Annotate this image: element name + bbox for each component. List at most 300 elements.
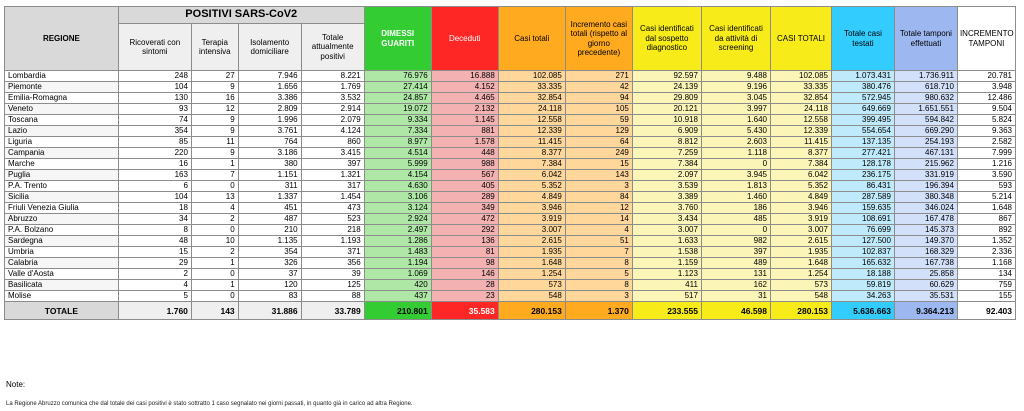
- data-cell: 10: [191, 236, 238, 247]
- data-cell: 3.386: [238, 93, 301, 104]
- region-name-cell: Abruzzo: [5, 214, 119, 225]
- data-cell: 2.336: [957, 247, 1015, 258]
- data-cell: 12.486: [957, 93, 1015, 104]
- data-cell: 1.145: [431, 115, 498, 126]
- data-cell: 24.139: [632, 82, 701, 93]
- data-cell: 982: [701, 236, 770, 247]
- data-cell: 42: [565, 82, 632, 93]
- data-cell: 4.152: [431, 82, 498, 93]
- region-name-cell: Valle d'Aosta: [5, 269, 119, 280]
- data-cell: 1.648: [957, 203, 1015, 214]
- data-cell: 3: [565, 181, 632, 192]
- col-header-dimessi-guariti: DIMESSI GUARITI: [364, 7, 431, 71]
- data-cell: 9.363: [957, 126, 1015, 137]
- data-cell: 94: [565, 93, 632, 104]
- totals-cell: 9.364.213: [894, 302, 957, 320]
- data-cell: 380: [238, 159, 301, 170]
- totals-row: [5, 302, 1016, 320]
- data-cell: 24.118: [498, 104, 565, 115]
- data-cell: 18.188: [831, 269, 894, 280]
- data-cell: 127.500: [831, 236, 894, 247]
- data-cell: 2.615: [771, 236, 832, 247]
- data-cell: 74: [118, 115, 191, 126]
- data-cell: 9.196: [701, 82, 770, 93]
- data-cell: 14: [565, 214, 632, 225]
- data-cell: 397: [301, 159, 364, 170]
- data-cell: 618.710: [894, 82, 957, 93]
- data-cell: 125: [301, 280, 364, 291]
- data-cell: 12.558: [498, 115, 565, 126]
- data-cell: 4.849: [771, 192, 832, 203]
- group-header-positivi: POSITIVI SARS-CoV2: [118, 7, 364, 24]
- data-cell: 16.888: [431, 71, 498, 82]
- data-cell: 8.377: [771, 148, 832, 159]
- data-cell: 371: [301, 247, 364, 258]
- data-cell: 764: [238, 137, 301, 148]
- data-cell: 3.389: [632, 192, 701, 203]
- data-cell: 451: [238, 203, 301, 214]
- data-cell: 311: [238, 181, 301, 192]
- data-cell: 29.809: [632, 93, 701, 104]
- data-cell: 105: [565, 104, 632, 115]
- data-cell: 1.135: [238, 236, 301, 247]
- data-cell: 1.736.911: [894, 71, 957, 82]
- data-cell: 20.781: [957, 71, 1015, 82]
- data-cell: 3.106: [364, 192, 431, 203]
- data-cell: 167.738: [894, 258, 957, 269]
- data-cell: 4: [118, 280, 191, 291]
- data-cell: 37: [238, 269, 301, 280]
- table-row: [5, 291, 1016, 302]
- data-cell: 3.007: [632, 225, 701, 236]
- data-cell: 669.290: [894, 126, 957, 137]
- data-cell: 85: [118, 137, 191, 148]
- region-name-cell: Emilia-Romagna: [5, 93, 119, 104]
- data-cell: 15: [118, 247, 191, 258]
- totals-cell: 280.153: [771, 302, 832, 320]
- region-name-cell: Liguria: [5, 137, 119, 148]
- region-name-cell: Lombardia: [5, 71, 119, 82]
- data-cell: 1.769: [301, 82, 364, 93]
- region-name-cell: Sardegna: [5, 236, 119, 247]
- data-cell: 51: [565, 236, 632, 247]
- data-cell: 489: [701, 258, 770, 269]
- data-cell: 162: [701, 280, 770, 291]
- data-cell: 5: [565, 269, 632, 280]
- data-cell: 9: [191, 115, 238, 126]
- data-cell: 3: [565, 291, 632, 302]
- region-name-cell: Molise: [5, 291, 119, 302]
- data-cell: 33.335: [498, 82, 565, 93]
- data-cell: 131: [701, 269, 770, 280]
- data-cell: 8.812: [632, 137, 701, 148]
- data-cell: 2.582: [957, 137, 1015, 148]
- totals-cell: 5.636.663: [831, 302, 894, 320]
- data-cell: 3.945: [701, 170, 770, 181]
- totals-cell: 46.598: [701, 302, 770, 320]
- data-cell: 354: [118, 126, 191, 137]
- data-cell: 12.558: [771, 115, 832, 126]
- data-cell: 3.124: [364, 203, 431, 214]
- table-row: [5, 247, 1016, 258]
- data-cell: 437: [364, 291, 431, 302]
- data-cell: 292: [431, 225, 498, 236]
- data-cell: 1.996: [238, 115, 301, 126]
- data-cell: 472: [431, 214, 498, 225]
- data-cell: 168.329: [894, 247, 957, 258]
- data-cell: 19.072: [364, 104, 431, 115]
- totals-cell: 1.760: [118, 302, 191, 320]
- data-cell: 573: [498, 280, 565, 291]
- col-header-isolamento: Isolamento domiciliare: [238, 24, 301, 71]
- data-cell: 102.837: [831, 247, 894, 258]
- data-cell: 1.168: [957, 258, 1015, 269]
- data-cell: 2: [118, 269, 191, 280]
- data-cell: 289: [431, 192, 498, 203]
- totals-cell: 33.789: [301, 302, 364, 320]
- data-cell: 3.946: [498, 203, 565, 214]
- totals-cell: 31.886: [238, 302, 301, 320]
- table-row: [5, 104, 1016, 115]
- data-cell: 143: [565, 170, 632, 181]
- data-cell: 76.976: [364, 71, 431, 82]
- data-cell: 128.178: [831, 159, 894, 170]
- data-cell: 4: [565, 225, 632, 236]
- data-cell: 8.977: [364, 137, 431, 148]
- data-cell: 120: [238, 280, 301, 291]
- data-cell: 27.414: [364, 82, 431, 93]
- data-cell: 129: [565, 126, 632, 137]
- data-cell: 7.334: [364, 126, 431, 137]
- data-cell: 3.415: [301, 148, 364, 159]
- data-cell: 3.760: [632, 203, 701, 214]
- data-cell: 594.842: [894, 115, 957, 126]
- data-cell: 167.478: [894, 214, 957, 225]
- data-cell: 2.914: [301, 104, 364, 115]
- table-row: [5, 137, 1016, 148]
- data-cell: 7: [191, 170, 238, 181]
- data-cell: 165.632: [831, 258, 894, 269]
- data-cell: 3.532: [301, 93, 364, 104]
- data-cell: 130: [118, 93, 191, 104]
- data-cell: 92.597: [632, 71, 701, 82]
- data-cell: 7.384: [498, 159, 565, 170]
- data-cell: 7.384: [632, 159, 701, 170]
- data-cell: 4.630: [364, 181, 431, 192]
- data-cell: 380.348: [894, 192, 957, 203]
- data-cell: 12.339: [498, 126, 565, 137]
- data-cell: 2.079: [301, 115, 364, 126]
- data-cell: 1.352: [957, 236, 1015, 247]
- col-header-casi-sospetto-diagnostico: Casi identificati dal sospetto diagnostico: [632, 7, 701, 71]
- data-cell: 9.488: [701, 71, 770, 82]
- data-cell: 8: [565, 280, 632, 291]
- region-name-cell: Calabria: [5, 258, 119, 269]
- table-row: [5, 192, 1016, 203]
- data-cell: 3.434: [632, 214, 701, 225]
- data-cell: 210: [238, 225, 301, 236]
- data-cell: 18: [118, 203, 191, 214]
- data-cell: 1.216: [957, 159, 1015, 170]
- data-cell: 59.819: [831, 280, 894, 291]
- data-cell: 1.640: [701, 115, 770, 126]
- data-cell: 420: [364, 280, 431, 291]
- data-cell: 1.651.551: [894, 104, 957, 115]
- table-row: [5, 71, 1016, 82]
- data-cell: 34: [118, 214, 191, 225]
- data-cell: 3.007: [771, 225, 832, 236]
- data-cell: 28: [431, 280, 498, 291]
- data-cell: 15: [565, 159, 632, 170]
- data-cell: 104: [118, 192, 191, 203]
- data-cell: 11: [191, 137, 238, 148]
- data-cell: 517: [632, 291, 701, 302]
- data-cell: 1.578: [431, 137, 498, 148]
- totals-cell: 210.801: [364, 302, 431, 320]
- region-name-cell: Campania: [5, 148, 119, 159]
- data-cell: 254.193: [894, 137, 957, 148]
- totals-cell: 1.370: [565, 302, 632, 320]
- data-cell: 5.352: [498, 181, 565, 192]
- region-name-cell: Piemonte: [5, 82, 119, 93]
- data-cell: 24.857: [364, 93, 431, 104]
- totals-cell: 92.403: [957, 302, 1015, 320]
- data-cell: 1.254: [771, 269, 832, 280]
- data-cell: 1.935: [498, 247, 565, 258]
- data-cell: 33.335: [771, 82, 832, 93]
- data-cell: 20.121: [632, 104, 701, 115]
- col-header-ricoverati: Ricoverati con sintomi: [118, 24, 191, 71]
- covid-table-container: [4, 6, 1016, 320]
- data-cell: 487: [238, 214, 301, 225]
- data-cell: 4.514: [364, 148, 431, 159]
- data-cell: 4.154: [364, 170, 431, 181]
- data-cell: 2.809: [238, 104, 301, 115]
- data-cell: 1.194: [364, 258, 431, 269]
- data-cell: 8.221: [301, 71, 364, 82]
- data-cell: 5.430: [701, 126, 770, 137]
- data-cell: 1.118: [701, 148, 770, 159]
- data-cell: 1.151: [238, 170, 301, 181]
- data-cell: 988: [431, 159, 498, 170]
- data-cell: 8: [565, 258, 632, 269]
- region-name-cell: Sicilia: [5, 192, 119, 203]
- data-cell: 593: [957, 181, 1015, 192]
- table-row: [5, 82, 1016, 93]
- region-name-cell: Toscana: [5, 115, 119, 126]
- col-header-casi-screening: Casi identificati da attività di screening: [701, 7, 770, 71]
- table-row: [5, 269, 1016, 280]
- notes-title: Note:: [6, 380, 26, 389]
- data-cell: 6.042: [771, 170, 832, 181]
- data-cell: 448: [431, 148, 498, 159]
- data-cell: 1.123: [632, 269, 701, 280]
- data-cell: 8.377: [498, 148, 565, 159]
- data-cell: 9: [191, 82, 238, 93]
- data-cell: 1.286: [364, 236, 431, 247]
- data-cell: 59: [565, 115, 632, 126]
- data-cell: 860: [301, 137, 364, 148]
- data-cell: 567: [431, 170, 498, 181]
- data-cell: 5.352: [771, 181, 832, 192]
- data-cell: 317: [301, 181, 364, 192]
- data-cell: 60.629: [894, 280, 957, 291]
- data-cell: 411: [632, 280, 701, 291]
- data-cell: 572.945: [831, 93, 894, 104]
- data-cell: 1: [191, 159, 238, 170]
- data-cell: 405: [431, 181, 498, 192]
- data-cell: 1: [191, 258, 238, 269]
- data-cell: 573: [771, 280, 832, 291]
- data-cell: 81: [431, 247, 498, 258]
- data-cell: 0: [701, 225, 770, 236]
- data-cell: 485: [701, 214, 770, 225]
- data-cell: 249: [565, 148, 632, 159]
- data-cell: 523: [301, 214, 364, 225]
- data-cell: 2.615: [498, 236, 565, 247]
- data-cell: 3.919: [771, 214, 832, 225]
- data-cell: 881: [431, 126, 498, 137]
- data-cell: 1.454: [301, 192, 364, 203]
- data-cell: 0: [701, 159, 770, 170]
- data-cell: 9: [191, 148, 238, 159]
- data-cell: 3.007: [498, 225, 565, 236]
- data-cell: 84: [565, 192, 632, 203]
- data-cell: 0: [191, 181, 238, 192]
- data-cell: 48: [118, 236, 191, 247]
- data-cell: 331.919: [894, 170, 957, 181]
- data-cell: 7.999: [957, 148, 1015, 159]
- region-name-cell: P.A. Bolzano: [5, 225, 119, 236]
- data-cell: 88: [301, 291, 364, 302]
- data-cell: 186: [701, 203, 770, 214]
- data-cell: 3.590: [957, 170, 1015, 181]
- data-cell: 349: [431, 203, 498, 214]
- table-row: [5, 148, 1016, 159]
- regional-covid-table: [4, 6, 1016, 320]
- data-cell: 12: [565, 203, 632, 214]
- data-cell: 3.919: [498, 214, 565, 225]
- data-cell: 326: [238, 258, 301, 269]
- col-header-tamponi-effettuati: Totale tamponi effettuati: [894, 7, 957, 71]
- data-cell: 356: [301, 258, 364, 269]
- data-cell: 11.415: [771, 137, 832, 148]
- data-cell: 108.691: [831, 214, 894, 225]
- data-cell: 13: [191, 192, 238, 203]
- region-name-cell: Marche: [5, 159, 119, 170]
- data-cell: 399.495: [831, 115, 894, 126]
- header-row-group: [5, 7, 1016, 24]
- data-cell: 1.656: [238, 82, 301, 93]
- data-cell: 287.589: [831, 192, 894, 203]
- data-cell: 134: [957, 269, 1015, 280]
- data-cell: 1: [191, 280, 238, 291]
- data-cell: 2.097: [632, 170, 701, 181]
- data-cell: 1.073.431: [831, 71, 894, 82]
- data-cell: 6.909: [632, 126, 701, 137]
- data-cell: 104: [118, 82, 191, 93]
- data-cell: 102.085: [498, 71, 565, 82]
- region-name-cell: Veneto: [5, 104, 119, 115]
- data-cell: 2: [191, 214, 238, 225]
- col-header-attualmente-positivi: Totale attualmente positivi: [301, 24, 364, 71]
- data-cell: 892: [957, 225, 1015, 236]
- data-cell: 149.370: [894, 236, 957, 247]
- data-cell: 649.669: [831, 104, 894, 115]
- col-header-casi-totali: Casi totali: [498, 7, 565, 71]
- data-cell: 4: [191, 203, 238, 214]
- data-cell: 29: [118, 258, 191, 269]
- data-cell: 3.186: [238, 148, 301, 159]
- table-row: [5, 203, 1016, 214]
- data-cell: 0: [191, 291, 238, 302]
- data-cell: 3.539: [632, 181, 701, 192]
- data-cell: 548: [771, 291, 832, 302]
- data-cell: 1.633: [632, 236, 701, 247]
- data-cell: 1.337: [238, 192, 301, 203]
- region-name-cell: Lazio: [5, 126, 119, 137]
- data-cell: 10.918: [632, 115, 701, 126]
- data-cell: 1.648: [498, 258, 565, 269]
- table-row: [5, 214, 1016, 225]
- data-cell: 27: [191, 71, 238, 82]
- data-cell: 11.415: [498, 137, 565, 148]
- data-cell: 1.648: [771, 258, 832, 269]
- data-cell: 34.263: [831, 291, 894, 302]
- data-cell: 548: [498, 291, 565, 302]
- data-cell: 6: [118, 181, 191, 192]
- notes-text: La Regione Abruzzo comunica che dal totale dei casi positivi è stato sottratto 1 caso segnalato nei giorni passati, in quanto già in carico ad altra Regione.: [6, 401, 413, 407]
- data-cell: 9: [191, 126, 238, 137]
- data-cell: 1.460: [701, 192, 770, 203]
- data-cell: 7: [565, 247, 632, 258]
- data-cell: 271: [565, 71, 632, 82]
- table-row: [5, 170, 1016, 181]
- data-cell: 2: [191, 247, 238, 258]
- data-cell: 8: [118, 225, 191, 236]
- data-cell: 4.849: [498, 192, 565, 203]
- data-cell: 248: [118, 71, 191, 82]
- data-cell: 5.824: [957, 115, 1015, 126]
- col-header-casi-testati: Totale casi testati: [831, 7, 894, 71]
- data-cell: 1.538: [632, 247, 701, 258]
- data-cell: 4.124: [301, 126, 364, 137]
- data-cell: 7.384: [771, 159, 832, 170]
- data-cell: 5: [118, 291, 191, 302]
- table-row: [5, 115, 1016, 126]
- data-cell: 76.699: [831, 225, 894, 236]
- data-cell: 220: [118, 148, 191, 159]
- data-cell: 759: [957, 280, 1015, 291]
- data-cell: 136: [431, 236, 498, 247]
- data-cell: 64: [565, 137, 632, 148]
- data-cell: 32.854: [771, 93, 832, 104]
- data-cell: 467.131: [894, 148, 957, 159]
- data-cell: 2.497: [364, 225, 431, 236]
- data-cell: 7.259: [632, 148, 701, 159]
- data-cell: 31: [701, 291, 770, 302]
- data-cell: 83: [238, 291, 301, 302]
- data-cell: 218: [301, 225, 364, 236]
- data-cell: 3.948: [957, 82, 1015, 93]
- table-row: [5, 258, 1016, 269]
- data-cell: 145.373: [894, 225, 957, 236]
- data-cell: 163: [118, 170, 191, 181]
- table-row: [5, 280, 1016, 291]
- data-cell: 16: [191, 93, 238, 104]
- table-row: [5, 236, 1016, 247]
- data-cell: 380.476: [831, 82, 894, 93]
